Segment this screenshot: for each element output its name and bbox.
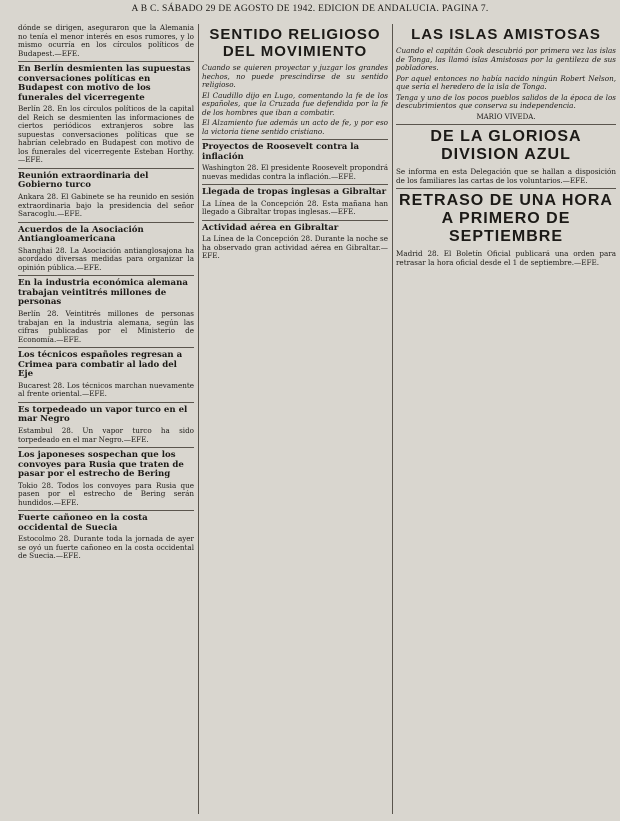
- divider: [18, 275, 194, 276]
- divider: [18, 510, 194, 511]
- editorial-paragraph: El Caudillo dijo en Lugo, comentando la fe de los españoles, que la Cruzada fue defendida por la fe de los hombres que iban a combatir.: [202, 90, 388, 117]
- column-right: [392, 24, 616, 814]
- divider: [202, 184, 388, 185]
- editorial-paragraph: Cuando se quieren proyectar y juzgar los grandes hechos, no puede prescindirse de su sentido religioso.: [202, 63, 388, 89]
- article-body: Estambul 28. Un vapor turco ha sido torpedeado en el mar Negro.—EFE.: [18, 426, 194, 444]
- article-heading: En Berlín desmienten las supuestas conversaciones políticas en Budapest con motivo de los funerales del vicerregente: [18, 64, 191, 103]
- page-masthead: A B C. SÁBADO 29 DE AGOSTO DE 1942. EDICION DE ANDALUCIA. PAGINA 7.: [131, 4, 489, 14]
- feature-paragraph: Por aquel entonces no había nacido ningún Robert Nelson, que sería el heredero de la isla de Tonga.: [396, 73, 616, 91]
- article-body: La Línea de la Concepción 28. Durante la noche se ha observado gran actividad aérea en Gibraltar.—EFE.: [202, 234, 388, 261]
- article-body: Berlín 28. Veintitrés millones de personas trabajan en la industria alemana, según las cifras publicadas por el Ministerio de Economía.—EFE.: [18, 309, 194, 344]
- feature-paragraph: Tenga y uno de los pocos pueblos salidos de la época de los descubrimientos que conserva su independencia.: [396, 92, 616, 110]
- divider: [18, 61, 194, 62]
- article-body: Ankara 28. El Gabinete se ha reunido en sesión extraordinaria bajo la presidencia del señor Saracoglu.—EFE.: [18, 192, 194, 219]
- article-body: Berlín 28. En los círculos políticos de la capital del Reich se desmienten las informaciones de ciertos periódicos extranjeros sobre las supuestas conversaciones políticas que se habrían celebrado en Budapest con motivo de los funerales del vicerregente Esteban Horthy.—EFE.: [18, 104, 194, 165]
- divider: [18, 347, 194, 348]
- column-left: [18, 24, 194, 814]
- divider: [202, 139, 388, 140]
- article-body: Estocolmo 28. Durante toda la jornada de ayer se oyó un fuerte cañoneo en la costa occidental de Suecia.—EFE.: [18, 534, 194, 561]
- divider: [396, 188, 616, 189]
- divider: [202, 220, 388, 221]
- lead-text: dónde se dirigen, aseguraron que la Alemania no tenía el menor interés en esos rumores, y lo mismo ocurría en los círculos políticos de Budapest.—EFE.: [18, 24, 194, 58]
- article-body: Se informa en esta Delegación que se hallan a disposición de los familiares las cartas de los voluntarios.—EFE.: [396, 167, 616, 185]
- feature-paragraph: Cuando el capitán Cook descubrió por primera vez las islas de Tonga, las llamó islas Amistosas por la gentileza de sus pobladores.: [396, 46, 616, 72]
- article-heading: Los técnicos españoles regresan a Crimea para combatir al lado del Eje: [18, 350, 183, 380]
- divider: [18, 168, 194, 169]
- article-heading: Actividad aérea en Gibraltar: [202, 222, 339, 233]
- byline: MARIO VIVEDA.: [476, 112, 536, 121]
- divider: [18, 447, 194, 448]
- divider: [396, 124, 616, 125]
- article-heading: Fuerte cañoneo en la costa occidental de Suecia: [18, 513, 148, 533]
- headline-sentido-religioso: SENTIDO RELIGIOSO DEL MOVIMIENTO: [209, 26, 381, 60]
- article-body: Tokio 28. Todos los convoyes para Rusia que pasen por el estrecho de Bering serán hundidos.—EFE.: [18, 480, 194, 507]
- headline-division-azul: DE LA GLORIOSA DIVISION AZUL: [430, 128, 582, 163]
- article-heading: Acuerdos de la Asociación Antiangloamericana: [18, 224, 144, 245]
- article-heading: Proyectos de Roosevelt contra la inflación: [202, 142, 360, 162]
- headline-islas-amistosas: LAS ISLAS AMISTOSAS: [411, 26, 601, 43]
- article-heading: Llegada de tropas inglesas a Gibraltar: [202, 187, 387, 198]
- editorial-paragraph: El Alzamiento fue además un acto de fe, y por eso la victoria tiene sentido cristiano.: [202, 118, 388, 136]
- column-center: [198, 24, 388, 814]
- article-body: Washington 28. El presidente Roosevelt propondrá nuevas medidas contra la inflación.—EFE.: [202, 163, 388, 181]
- article-body: La Línea de la Concepción 28. Esta mañana han llegado a Gibraltar tropas inglesas.—EFE.: [202, 198, 388, 217]
- article-heading: En la industria económica alemana trabajan veintitrés millones de personas: [18, 278, 188, 308]
- article-body: Shanghai 28. La Asociación antianglosajona ha acordado diversas medidas para organizar la opinión pública.—EFE.: [18, 245, 194, 272]
- article-heading: Reunión extraordinaria del Gobierno turco: [18, 170, 149, 191]
- article-heading: Los japoneses sospechan que los convoyes para Rusia que traten de pasar por el estrecho de Bering: [18, 450, 184, 480]
- article-body: Madrid 28. El Boletín Oficial publicará una orden para retrasar la hora oficial desde el 1 de septiembre.—EFE.: [396, 249, 616, 267]
- headline-retraso-hora: RETRASO DE UNA HORA A PRIMERO DE SEPTIEMBRE: [399, 192, 613, 245]
- divider: [18, 222, 194, 223]
- divider: [18, 402, 194, 403]
- article-heading: Es torpedeado un vapor turco en el mar Negro: [18, 404, 188, 425]
- article-body: Bucarest 28. Los técnicos marchan nuevamente al frente oriental.—EFE.: [18, 380, 194, 399]
